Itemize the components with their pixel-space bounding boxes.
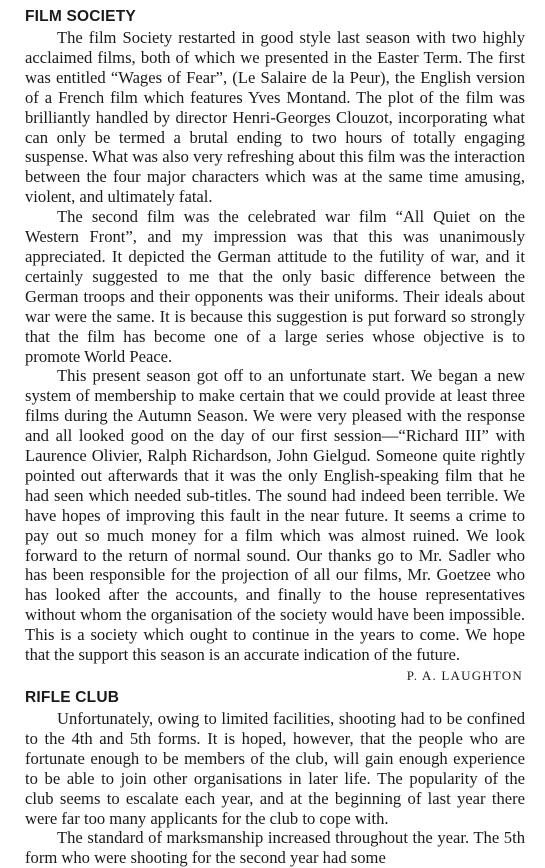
document-page	[25, 6, 525, 868]
rifle-club-heading: RIFLE CLUB	[25, 689, 120, 706]
film-society-signature: P. A. LAUGHTON	[406, 668, 523, 683]
film-society-paragraph-3: This present season got off to an unfortunate start. We began a new system of membership to make certain that we could provide at least three films during the Autumn Season. We were very pleased with the response and all looked good on the day of our first session—“Richard III” with Laurence Olivier, Ralph Richardson, John Gielgud. Someone quite rightly pointed out afterwards that it was the only English-speaking film that he had seen which needed sub-titles. The sound had indeed been terrible. We have hopes of improving this fault in the near future. It seems a crime to pay out so much money for a film which was almost ruined. We look forward to the return of normal sound. Our thanks go to Mr. Sadler who has been responsible for the projection of all our films, Mr. Goetzee who has looked after the accounts, and finally to the house representatives without whom the organisation of the society would have been impossible. This is a society which ought to continue in the years to come. We hope that the support this season is an accurate indication of the future.	[25, 366, 525, 665]
film-society-heading: FILM SOCIETY	[25, 8, 136, 25]
rifle-club-section	[25, 687, 525, 868]
rifle-club-paragraph-2: The standard of marksmanship increased throughout the year. The 5th form who were shooting for the second year had some	[25, 828, 525, 868]
film-society-paragraph-1: The film Society restarted in good style last season with two highly acclaimed films, both of which we presented in the Easter Term. The first was entitled “Wages of Fear”, (Le Salaire de la Peur), the English version of a French film which features Yves Montand. The plot of the film was brilliantly handled by director Henri-Georges Clouzot, incorporating what can only be termed a brutal ending to two hours of totally engaging suspense. What was also very refreshing about this film was the interaction between the four major characters which was at the same time amusing, violent, and ultimately fatal.	[25, 28, 525, 207]
rifle-club-paragraph-1: Unfortunately, owing to limited facilities, shooting had to be confined to the 4th and 5th forms. It is hoped, however, that the people who are fortunate enough to be members of the club, will gain enough experience to be able to join other organisations in later life. The popularity of the club seems to escalate each year, and at the beginning of last year there were far too many applicants for the club to cope with.	[25, 709, 525, 828]
film-society-paragraph-2: The second film was the celebrated war film “All Quiet on the Western Front”, and my impression was that this was unanimously appreciated. It depicted the German attitude to the futility of war, and it certainly suggested to me that the only basic difference between the German troops and their opponents was their uniforms. Their ideals about war were the same. It is because this suggestion is put forward so strongly that the film has become one of a large series whose objective is to promote World Peace.	[25, 207, 525, 366]
film-society-section	[25, 6, 525, 687]
